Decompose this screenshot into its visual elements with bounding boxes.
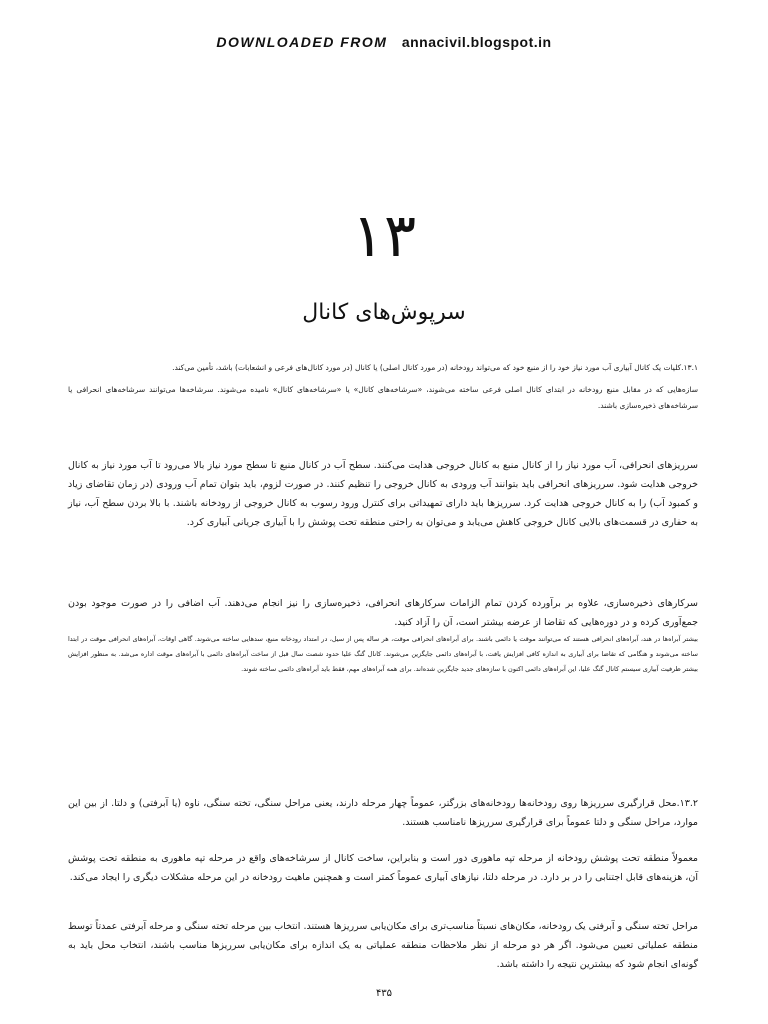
paragraph-headworks-india: بیشتر آبراه‌ها در هند، آبراه‌های انحرافی هستند که می‌توانند موقت یا دائمی باشند. برای آبراه‌های انحرافی موقت، هر ساله پس از سیل، در امتداد رودخانه منبع، سدهایی ساخته می‌شوند. گاهی اوقات، آبراه‌های انحرافی موقت در ابتدا ساخته می‌شوند و هنگامی که تقاضا برای آبیاری به اندازه کافی افزایش یافت، با آبراه‌های دائمی جایگزین می‌شوند. کانال گنگ علیا حدود شصت سال قبل از ساخت آبراه‌های دائمی با آبراه‌های موقت اداره می‌شد. به منظور افزایش بیشتر ظرفیت آبیاری سیستم کانال گنگ علیا، این آبراه‌های دائمی اکنون با سازه‌های جدید جایگزین شده‌اند. برای همه آبراه‌های مهم، فقط باید آبراه‌های دائمی ساخته شوند. — [68, 635, 698, 673]
chapter-title: سرپوش‌های کانال — [302, 300, 466, 325]
chapter-number: ۱۳ — [351, 201, 417, 271]
paragraph-headworks-location: ۱۳.۲.محل قرارگیری سرریزها روی رودخانه‌ها رودخانه‌های بزرگتر، عموماً چهار مرحله دارند، یعنی مراحل سنگی، تخته سنگی، ناوه (یا آبرفتی) و دلتا. از بین این موارد، مراحل سنگی و دلتا عموماً برای قرارگیری سرریزها نامناسب هستند. — [68, 798, 698, 828]
banner-source: annacivil.blogspot.in — [401, 34, 552, 50]
paragraph-diversion-headworks: سرریزهای انحرافی، آب مورد نیاز را از کانال منبع به کانال خروجی هدایت می‌کنند. سطح آب در کانال منبع تا سطح مورد نیاز بالا می‌رود تا آب مورد نیاز به کانال خروجی هدایت شود. سرریزهای انحرافی باید بتوانند آب ورودی به کانال خروجی را تنظیم کنند. در صورت لزوم، باید بتوان تمام آب ورودی (در زمان تقاضای زیاد و کمبود آب) را به کانال خروجی هدایت کرد. سرریزها باید دارای تمهیداتی برای کنترل ورود رسوب به کانال خروجی از رودخانه باشند. با بالا بردن سطح آب، نیاز به حفاری در قسمت‌های بالایی کانال خروجی کاهش می‌یابد و می‌توان به راحتی منطقه تحت پوشش را با آبیاری جریانی آبیاری کرد. — [68, 460, 698, 528]
paragraph-storage-headworks: سرکارهای ذخیره‌سازی، علاوه بر برآورده کردن تمام الزامات سرکارهای انحرافی، ذخیره‌سازی را نیز انجام می‌دهند. آب اضافی را در صورت موجود بودن جمع‌آوری کرده و در دوره‌هایی که تقاضا از عرضه بیشتر است، آن را آزاد کنید. — [68, 598, 698, 628]
paragraph-boulder-alluvial-stages: مراحل تخته سنگی و آبرفتی یک رودخانه، مکان‌های نسبتاً مناسب‌تری برای مکان‌یابی سرریزها هستند. انتخاب بین مرحله تخته سنگی و مرحله آبرفتی عمدتاً توسط منطقه عملیاتی تعیین می‌شود. اگر هر دو مرحله از نظر ملاحظات منطقه عملیاتی به یک اندازه برای مکان‌یابی سرریزها مناسب باشند، انتخاب محل باید به گونه‌ای انجام شود که بیشترین نتیجه را داشته باشد. — [68, 921, 698, 970]
paragraph-overview: ۱۳.۱.کلیات یک کانال آبیاری آب مورد نیاز خود را از منبع خود که می‌تواند رودخانه (در مورد کانال اصلی) یا کانال (در مورد کانال‌های فرعی و انشعابات) باشد، تأمین می‌کند. — [172, 363, 698, 372]
download-banner — [0, 34, 768, 50]
page-number: ۴۳۵ — [375, 988, 393, 999]
paragraph-rocky-delta-stages: معمولاً منطقه تحت پوشش رودخانه از مرحله تپه ماهوری دور است و بنابراین، ساخت کانال از سرشاخه‌های واقع در مرحله تپه ماهوری به منطقه تحت پوشش آن، هزینه‌های قابل اجتنابی را در بر دارد. در مرحله دلتا، نیازهای آبیاری عموماً کمتر است و همچنین ماهیت رودخانه در این مرحله مشکلات دیگری را ایجاد می‌کند. — [68, 853, 698, 883]
banner-label: DOWNLOADED FROM — [216, 34, 388, 50]
paragraph-headworks-definition: سازه‌هایی که در مقابل منبع رودخانه در ابتدای کانال اصلی فرعی ساخته می‌شوند، «سرشاخه‌های کانال» یا «سرشاخه‌های کانال» نامیده می‌شوند. سرشاخه‌ها می‌توانند سرشاخه‌های انحرافی یا سرشاخه‌های ذخیره‌سازی باشند. — [68, 385, 698, 410]
